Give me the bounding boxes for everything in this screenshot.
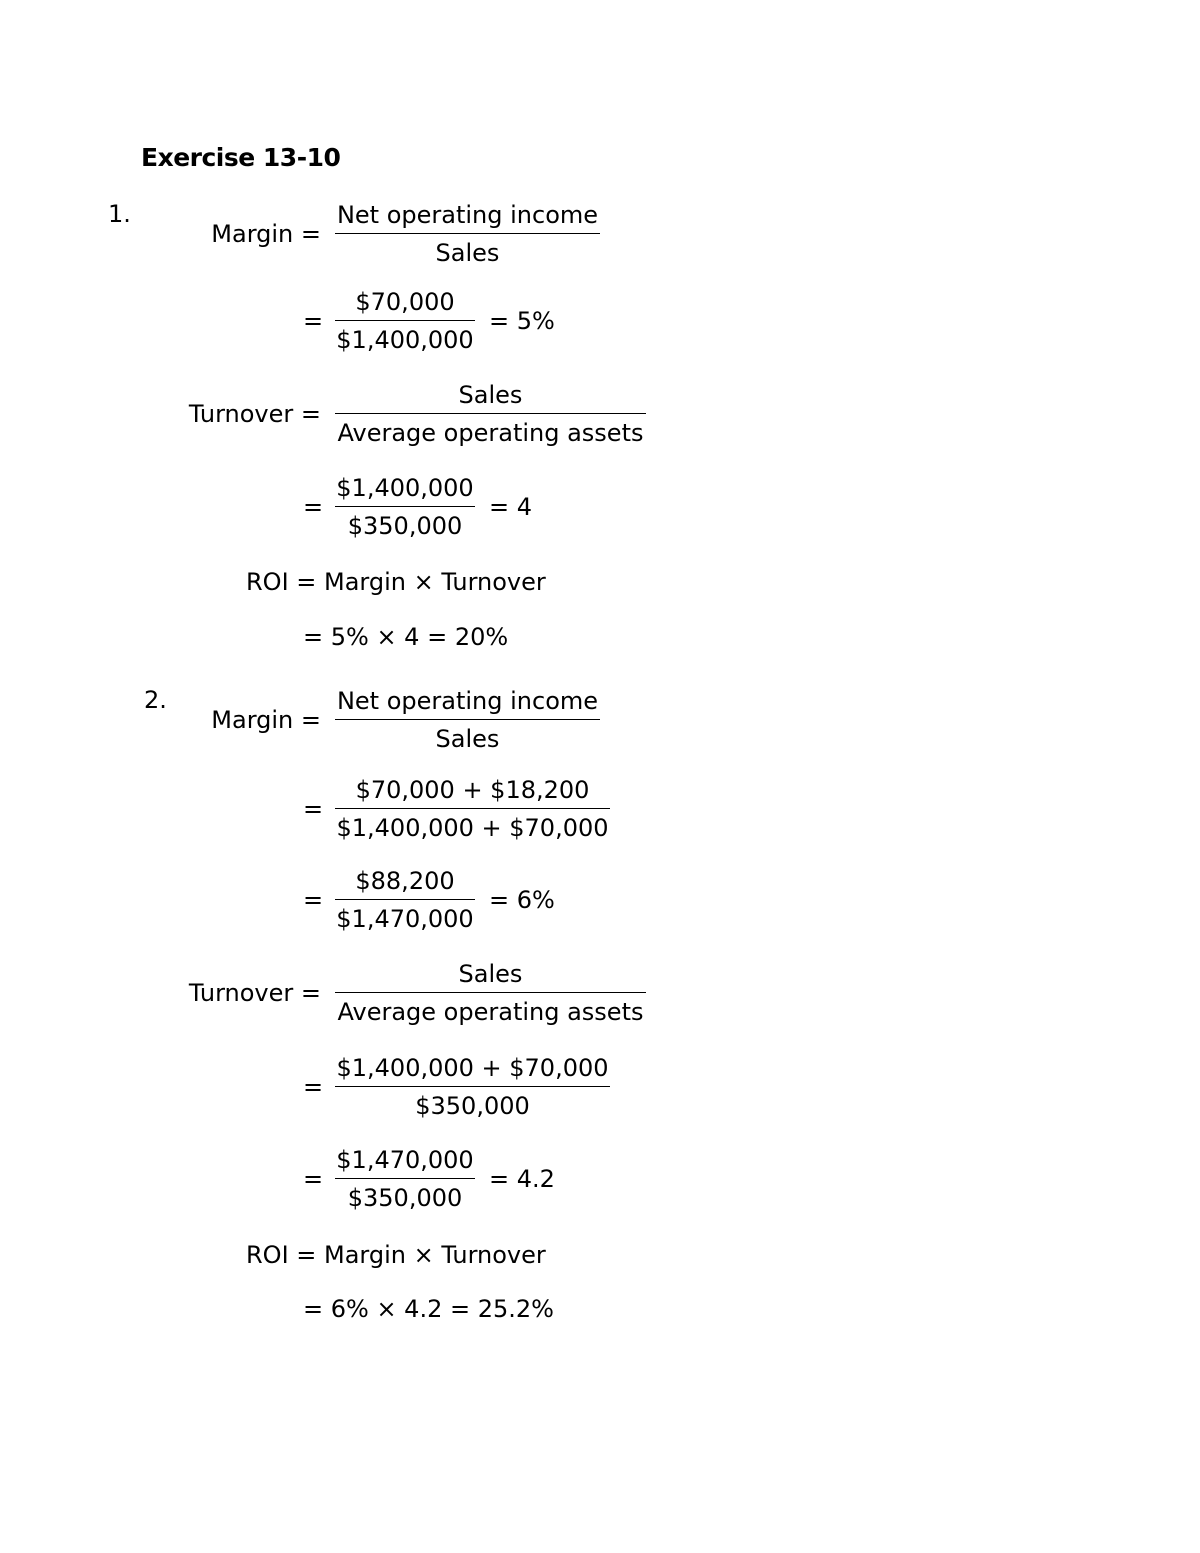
part-2-number: 2. [144, 686, 167, 714]
margin-formula-fraction [335, 200, 600, 268]
fraction-numerator: $70,000 + $18,200 [355, 776, 590, 804]
page-title: Exercise 13-10 [141, 143, 341, 172]
fraction-bar [335, 1178, 475, 1179]
fraction-bar [335, 992, 646, 993]
fraction-numerator: $88,200 [355, 867, 455, 895]
roi-formula: ROI = Margin × Turnover [246, 568, 546, 596]
turnover-calc-fraction [335, 473, 475, 541]
fraction-denominator: $1,470,000 [336, 905, 474, 933]
margin-calc-fraction [335, 866, 475, 934]
fraction-denominator: $350,000 [347, 1184, 463, 1212]
roi-result: = 6% × 4.2 = 25.2% [303, 1295, 554, 1323]
margin-result: = 5% [489, 307, 555, 335]
fraction-bar [335, 233, 600, 234]
fraction-bar [335, 320, 475, 321]
turnover-result: = 4 [489, 493, 533, 521]
fraction-denominator: $350,000 [415, 1092, 530, 1120]
equals-sign: = [303, 493, 324, 521]
fraction-numerator: Sales [458, 381, 523, 409]
fraction-bar [335, 899, 475, 900]
margin-result: = 6% [489, 886, 555, 914]
margin-calc-fraction [335, 287, 475, 355]
margin-label: Margin = [211, 706, 321, 734]
fraction-denominator: Sales [435, 725, 500, 753]
fraction-numerator: $70,000 [355, 288, 455, 316]
part-1-number: 1. [108, 200, 131, 228]
equals-sign: = [303, 886, 324, 914]
fraction-bar [335, 808, 610, 809]
fraction-denominator: $1,400,000 + $70,000 [336, 814, 609, 842]
roi-formula: ROI = Margin × Turnover [246, 1241, 546, 1269]
fraction-numerator: $1,400,000 [336, 474, 474, 502]
roi-result: = 5% × 4 = 20% [303, 623, 509, 651]
equals-sign: = [303, 1165, 324, 1193]
fraction-numerator: Net operating income [336, 687, 599, 715]
fraction-bar [335, 506, 475, 507]
margin-label: Margin = [211, 220, 321, 248]
turnover-calc-fraction [335, 1053, 610, 1121]
turnover-formula-fraction [335, 380, 646, 448]
turnover-label: Turnover = [188, 400, 321, 428]
margin-formula-fraction [335, 686, 600, 754]
fraction-denominator: Average operating assets [337, 998, 644, 1026]
fraction-numerator: Net operating income [336, 201, 599, 229]
equals-sign: = [303, 1073, 324, 1101]
fraction-numerator: $1,470,000 [336, 1146, 474, 1174]
fraction-denominator: $350,000 [347, 512, 463, 540]
fraction-denominator: $1,400,000 [336, 326, 474, 354]
turnover-result: = 4.2 [489, 1165, 555, 1193]
turnover-calc-fraction [335, 1145, 475, 1213]
turnover-label: Turnover = [188, 979, 321, 1007]
fraction-bar [335, 413, 646, 414]
fraction-numerator: $1,400,000 + $70,000 [336, 1054, 609, 1082]
equals-sign: = [303, 307, 324, 335]
turnover-formula-fraction [335, 959, 646, 1027]
margin-calc-fraction [335, 775, 610, 843]
fraction-denominator: Average operating assets [337, 419, 644, 447]
fraction-bar [335, 719, 600, 720]
fraction-numerator: Sales [458, 960, 523, 988]
fraction-bar [335, 1086, 610, 1087]
equals-sign: = [303, 795, 324, 823]
fraction-denominator: Sales [435, 239, 500, 267]
